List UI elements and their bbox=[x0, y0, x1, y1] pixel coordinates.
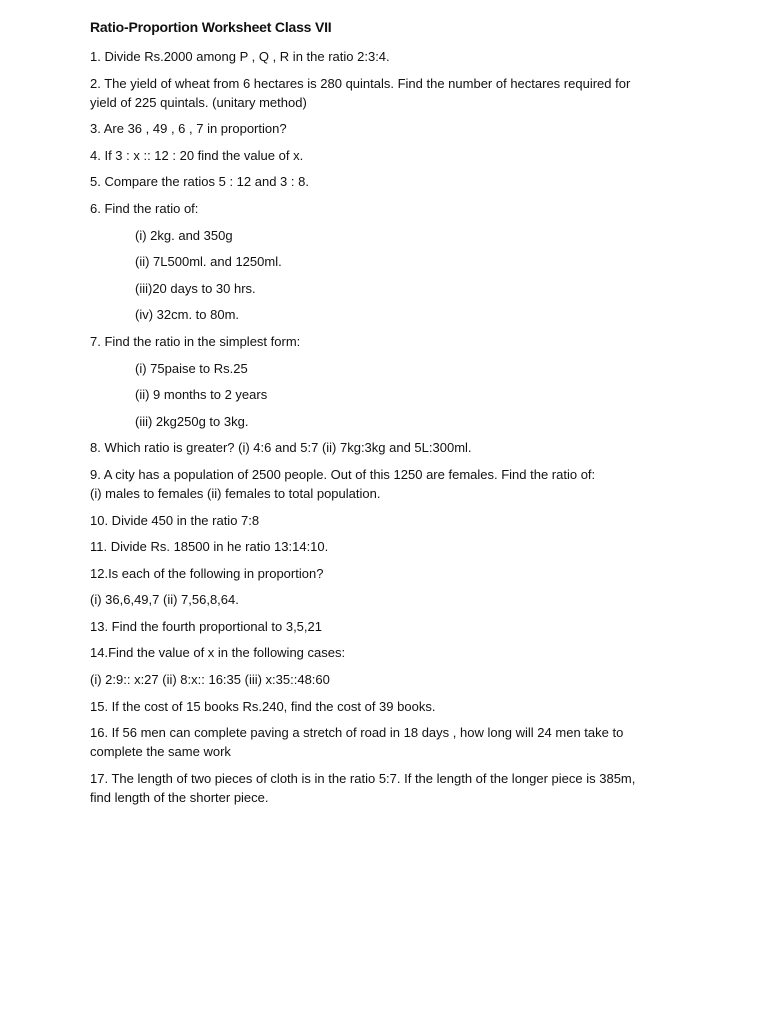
question-8: 8. Which ratio is greater? (i) 4:6 and 5:7 (ii) 7kg:3kg and 5L:300ml. bbox=[90, 440, 472, 456]
question-1: 1. Divide Rs.2000 among P , Q , R in the ratio 2:3:4. bbox=[90, 49, 390, 64]
question-5: 5. Compare the ratios 5 : 12 and 3 : 8. bbox=[90, 174, 309, 190]
question-9-line-2: (i) males to females (ii) females to total population. bbox=[90, 485, 381, 501]
question-12-parts: (i) 36,6,49,7 (ii) 7,56,8,64. bbox=[90, 592, 239, 608]
question-16-line-1: 16. If 56 men can complete paving a stretch of road in 18 days , how long will 24 men take to bbox=[90, 725, 624, 741]
question-15: 15. If the cost of 15 books Rs.240, find the cost of 39 books. bbox=[90, 698, 436, 714]
question-7: 7. Find the ratio in the simplest form: bbox=[90, 333, 301, 349]
question-6-part-iv: (iv) 32cm. to 80m. bbox=[135, 307, 240, 323]
question-9-line-1: 9. A city has a population of 2500 people. Out of this 1250 are females. Find the ratio of: bbox=[90, 466, 596, 482]
question-2-line-2: yield of 225 quintals. (unitary method) bbox=[90, 94, 307, 110]
question-17-line-2: find length of the shorter piece. bbox=[90, 789, 269, 805]
question-12: 12.Is each of the following in proportion? bbox=[90, 565, 324, 581]
question-9 bbox=[90, 465, 690, 503]
question-16 bbox=[90, 723, 690, 761]
question-2-line-1: 2. The yield of wheat from 6 hectares is 280 quintals. Find the number of hectares required for bbox=[90, 75, 631, 91]
question-11: 11. Divide Rs. 18500 in he ratio 13:14:10. bbox=[90, 539, 329, 555]
question-17 bbox=[90, 769, 690, 807]
question-6-part-i: (i) 2kg. and 350g bbox=[135, 227, 233, 243]
question-7-part-iii: (iii) 2kg250g to 3kg. bbox=[135, 413, 249, 429]
question-13: 13. Find the fourth proportional to 3,5,21 bbox=[90, 618, 322, 634]
worksheet-page bbox=[90, 16, 690, 814]
question-17-line-1: 17. The length of two pieces of cloth is in the ratio 5:7. If the length of the longer piece is 385m, bbox=[90, 770, 636, 786]
question-14-parts: (i) 2:9:: x:27 (ii) 8:x:: 16:35 (iii) x:35::48:60 bbox=[90, 672, 330, 688]
question-7-part-i: (i) 75paise to Rs.25 bbox=[135, 360, 248, 376]
worksheet-title: Ratio-Proportion Worksheet Class VII bbox=[90, 19, 332, 35]
question-14: 14.Find the value of x in the following cases: bbox=[90, 645, 346, 661]
question-3: 3. Are 36 , 49 , 6 , 7 in proportion? bbox=[90, 121, 287, 137]
question-6-part-iii: (iii)20 days to 30 hrs. bbox=[135, 280, 256, 296]
question-7-part-ii: (ii) 9 months to 2 years bbox=[135, 387, 268, 403]
question-6-part-ii: (ii) 7L500ml. and 1250ml. bbox=[135, 254, 282, 270]
question-2 bbox=[90, 74, 690, 112]
question-4: 4. If 3 : x :: 12 : 20 find the value of x. bbox=[90, 147, 304, 163]
question-6: 6. Find the ratio of: bbox=[90, 200, 199, 216]
question-10: 10. Divide 450 in the ratio 7:8 bbox=[90, 512, 260, 528]
question-16-line-2: complete the same work bbox=[90, 744, 231, 760]
